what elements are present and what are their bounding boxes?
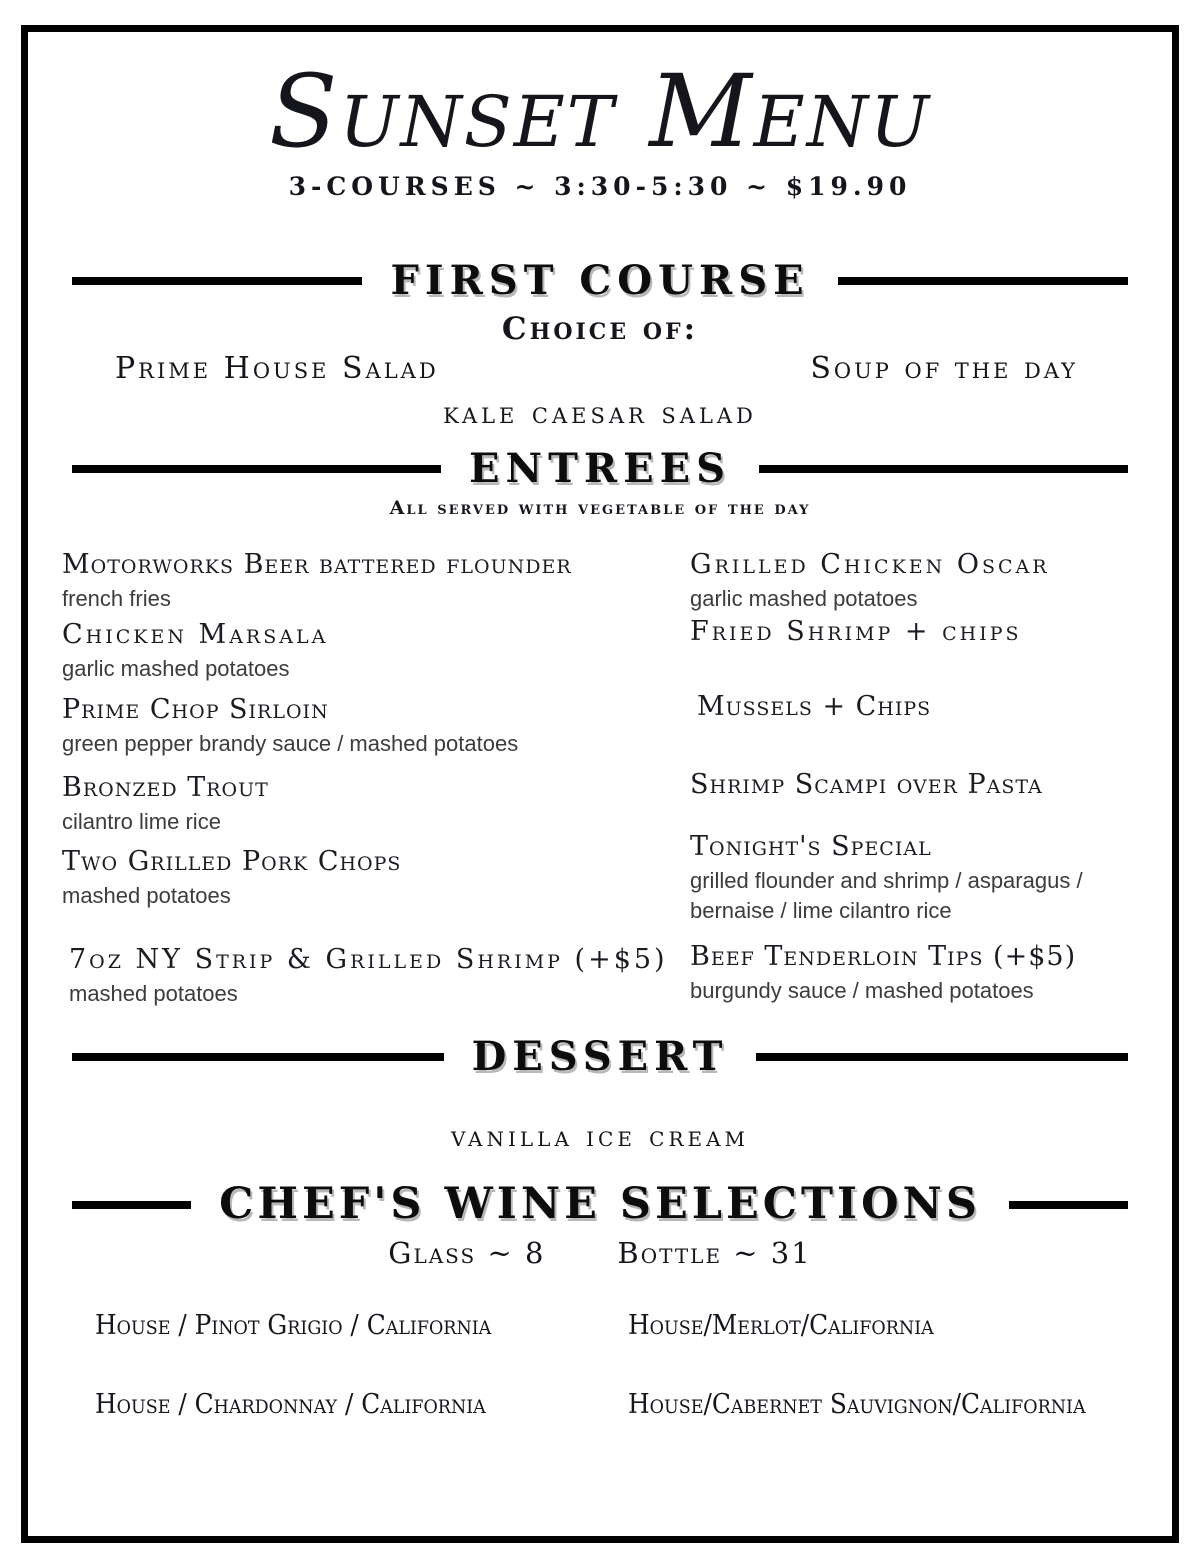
- dessert-heading: DESSERT: [471, 1033, 729, 1081]
- menu-item-title: Grilled Chicken Oscar: [690, 549, 1050, 580]
- wine-grid: [27, 1310, 1173, 1420]
- divider-line: [1009, 1201, 1128, 1209]
- menu-item: [62, 772, 690, 846]
- first-course-row: [27, 351, 1173, 386]
- menu-item: [690, 769, 1143, 831]
- menu-item: [62, 549, 690, 619]
- wine-item: House / Chardonnay / California: [95, 1389, 486, 1421]
- divider-line: [759, 465, 1128, 473]
- wine-header: [27, 1181, 1173, 1228]
- entrees-heading: ENTREES: [469, 445, 731, 492]
- wine-glass-price: Glass ~ 8: [388, 1236, 546, 1271]
- menu-item: [690, 941, 1143, 1006]
- entrees-header: [27, 447, 1173, 491]
- menu-item-title: Fried Shrimp + chips: [690, 616, 1022, 647]
- divider-line: [72, 1201, 191, 1209]
- menu-item-title: Two Grilled Pork Chops: [62, 846, 402, 877]
- menu-item-desc: garlic mashed potatoes: [690, 586, 918, 612]
- entrees-note: All served with vegetable of the day: [389, 497, 811, 519]
- choice-of-label: Choice of:: [501, 311, 699, 347]
- menu-item: [62, 944, 690, 1009]
- menu-item-title: 7oz NY Strip & Grilled Shrimp (+$5): [69, 944, 668, 975]
- menu-item-title: Chicken Marsala: [62, 619, 329, 650]
- divider-line: [756, 1053, 1128, 1061]
- menu-item-title: Tonight's Special: [690, 831, 932, 862]
- entrees-column-left: [62, 549, 690, 1009]
- divider-line: [72, 277, 362, 285]
- first-course-heading: FIRST COURSE: [390, 257, 810, 304]
- menu-subtitle: 3-COURSES ~ 3:30-5:30 ~ $19.90: [288, 172, 912, 201]
- menu-item-desc: french fries: [62, 586, 171, 612]
- menu-item: [62, 694, 690, 772]
- menu-item-desc: cilantro lime rice: [62, 809, 221, 835]
- first-course-item-soup: Soup of the day: [810, 351, 1078, 386]
- divider-line: [72, 1053, 444, 1061]
- menu-item-desc: burgundy sauce / mashed potatoes: [690, 978, 1034, 1004]
- menu-item-title: Mussels + Chips: [697, 691, 932, 722]
- menu-item: [690, 831, 1143, 941]
- menu-item-title: Shrimp Scampi over Pasta: [690, 769, 1043, 800]
- menu-item-title: Bronzed Trout: [62, 772, 269, 803]
- first-course-item-caesar: kale caesar salad: [443, 396, 757, 431]
- entrees-grid: [27, 549, 1173, 1009]
- menu-item-title: Beef Tenderloin Tips (+$5): [690, 941, 1077, 972]
- wine-item: House / Pinot Grigio / California: [95, 1310, 492, 1342]
- menu-item-desc: garlic mashed potatoes: [62, 656, 290, 682]
- menu-item-title: Prime Chop Sirloin: [62, 694, 329, 725]
- menu-item: [62, 846, 690, 944]
- wine-item: House/Cabernet Sauvignon/California: [628, 1389, 1086, 1421]
- wine-bottle-price: Bottle ~ 31: [617, 1236, 812, 1271]
- menu-item-title: Motorworks Beer battered flounder: [62, 549, 572, 580]
- wine-item: House/Merlot/California: [628, 1310, 934, 1342]
- divider-line: [72, 465, 441, 473]
- menu-item-desc: mashed potatoes: [69, 981, 238, 1007]
- first-course-item-salad: Prime House Salad: [115, 351, 439, 386]
- divider-line: [838, 277, 1128, 285]
- menu-title: Sunset Menu: [268, 53, 931, 170]
- menu-item-desc: green pepper brandy sauce / mashed potatoes: [62, 731, 519, 757]
- menu-item-desc: mashed potatoes: [62, 883, 231, 909]
- first-course-header: [27, 259, 1173, 303]
- dessert-header: [27, 1035, 1173, 1079]
- menu-item: [690, 616, 1143, 691]
- menu-item: [690, 549, 1143, 616]
- wine-heading: CHEF'S WINE SELECTIONS: [219, 1179, 981, 1230]
- menu-item: [690, 691, 1143, 769]
- menu-item-desc: grilled flounder and shrimp / asparagus / bernaise / lime cilantro rice: [690, 868, 1083, 924]
- entrees-column-right: [690, 549, 1143, 1009]
- wine-prices-row: [27, 1236, 1173, 1270]
- dessert-item: vanilla ice cream: [450, 1119, 750, 1154]
- menu-item: [62, 619, 690, 694]
